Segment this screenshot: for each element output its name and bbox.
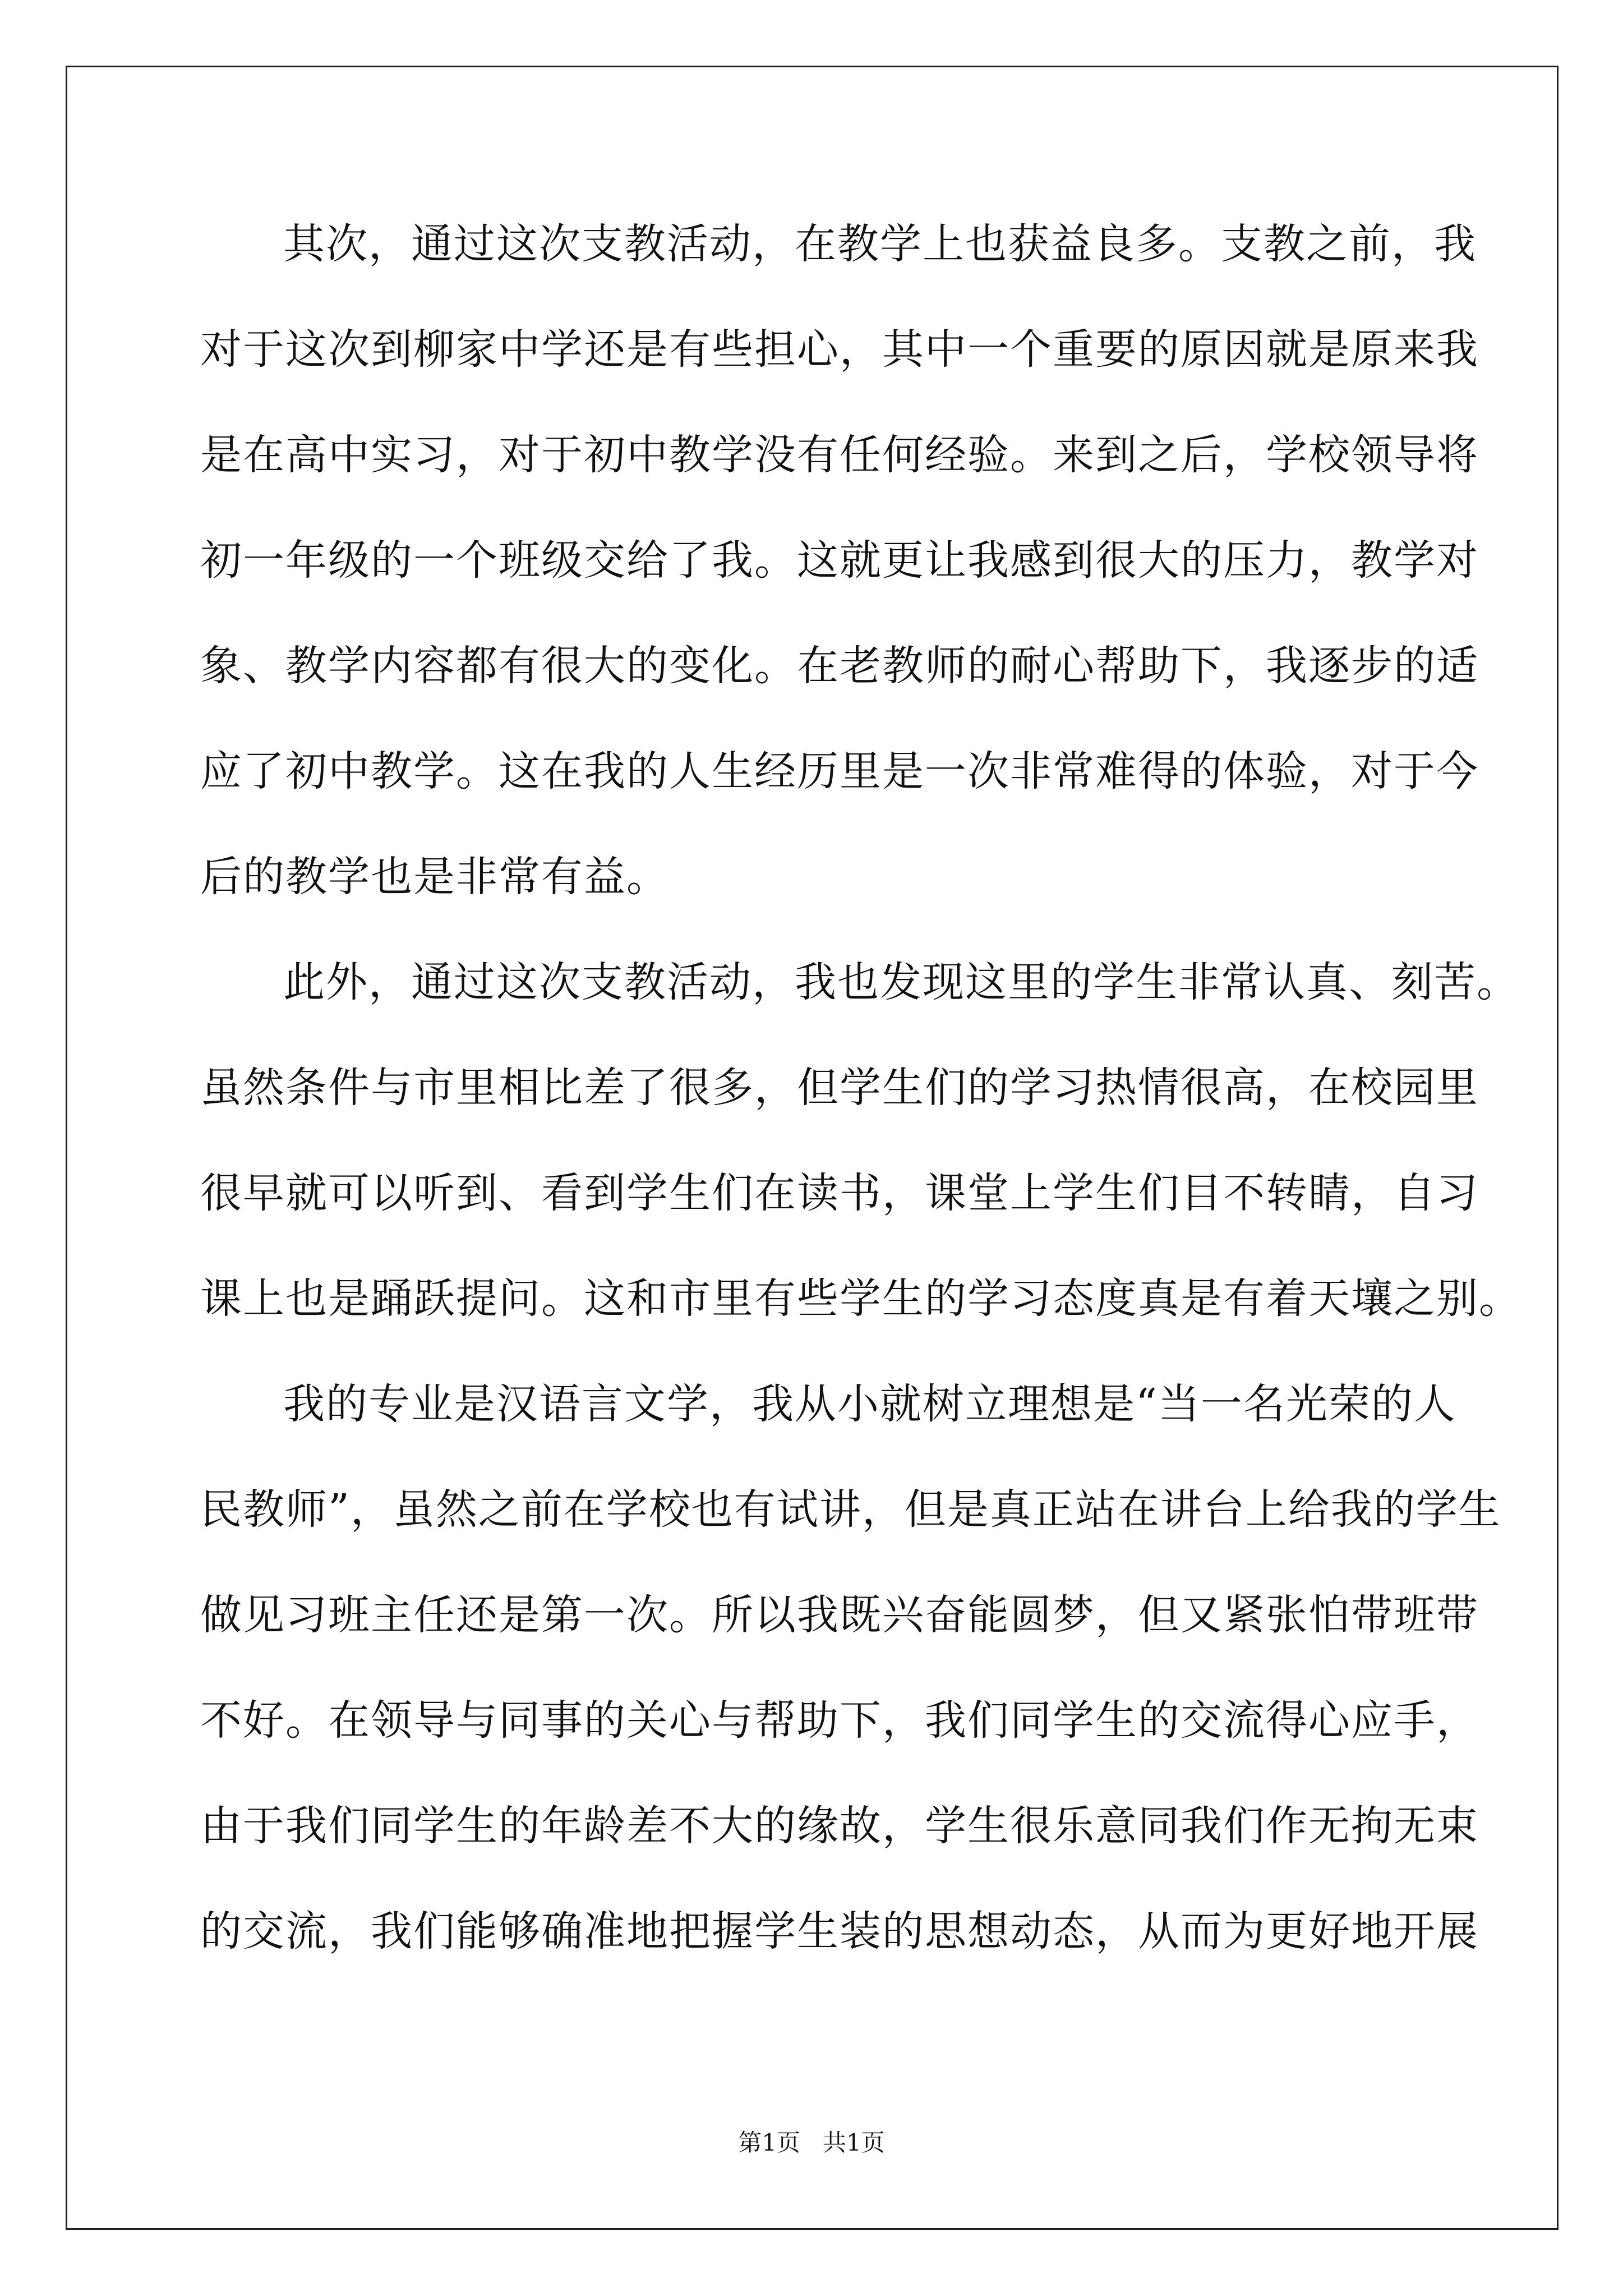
text-line: 其次，通过这次支教活动，在教学上也获益良多。支教之前，我 [283,220,1477,268]
text-line: 对于这次到柳家中学还是有些担心，其中一个重要的原因就是原来我 [200,325,1479,374]
text-line: 后的教学也是非常有益。 [200,853,669,901]
text-line: 是在高中实习，对于初中教学没有任何经验。来到之后，学校领导将 [200,431,1479,479]
text-line: 民教师”，虽然之前在学校也有试讲，但是真正站在讲台上给我的学生 [200,1485,1501,1534]
text-line: 由于我们同学生的年龄差不大的缘故，学生很乐意同我们作无拘无束 [200,1802,1479,1850]
text-line: 不好。在领导与同事的关心与帮助下，我们同学生的交流得心应手， [200,1696,1479,1745]
page-number: 第1页 共1页 [738,2129,885,2156]
text-line: 象、教学内容都有很大的变化。在老教师的耐心帮助下，我逐步的适 [200,642,1479,690]
text-line: 我的专业是汉语言文学，我从小就树立理想是“当一名光荣的人 [283,1380,1456,1428]
text-line: 此外，通过这次支教活动，我也发现这里的学生非常认真、刻苦。 [283,958,1519,1006]
text-line: 很早就可以听到、看到学生们在读书，课堂上学生们目不转睛，自习 [200,1169,1479,1217]
text-line: 初一年级的一个班级交给了我。这就更让我感到很大的压力，教学对 [200,536,1479,585]
text-line: 应了初中教学。这在我的人生经历里是一次非常难得的体验，对于今 [200,747,1479,795]
text-line: 做见习班主任还是第一次。所以我既兴奋能圆梦，但又紧张怕带班带 [200,1591,1479,1639]
text-line: 的交流，我们能够确准地把握学生装的思想动态，从而为更好地开展 [200,1907,1479,1955]
text-line: 课上也是踊跃提问。这和市里有些学生的学习态度真是有着天壤之别。 [200,1274,1521,1323]
text-line: 虽然条件与市里相比差了很多，但学生们的学习热情很高，在校园里 [200,1064,1479,1112]
